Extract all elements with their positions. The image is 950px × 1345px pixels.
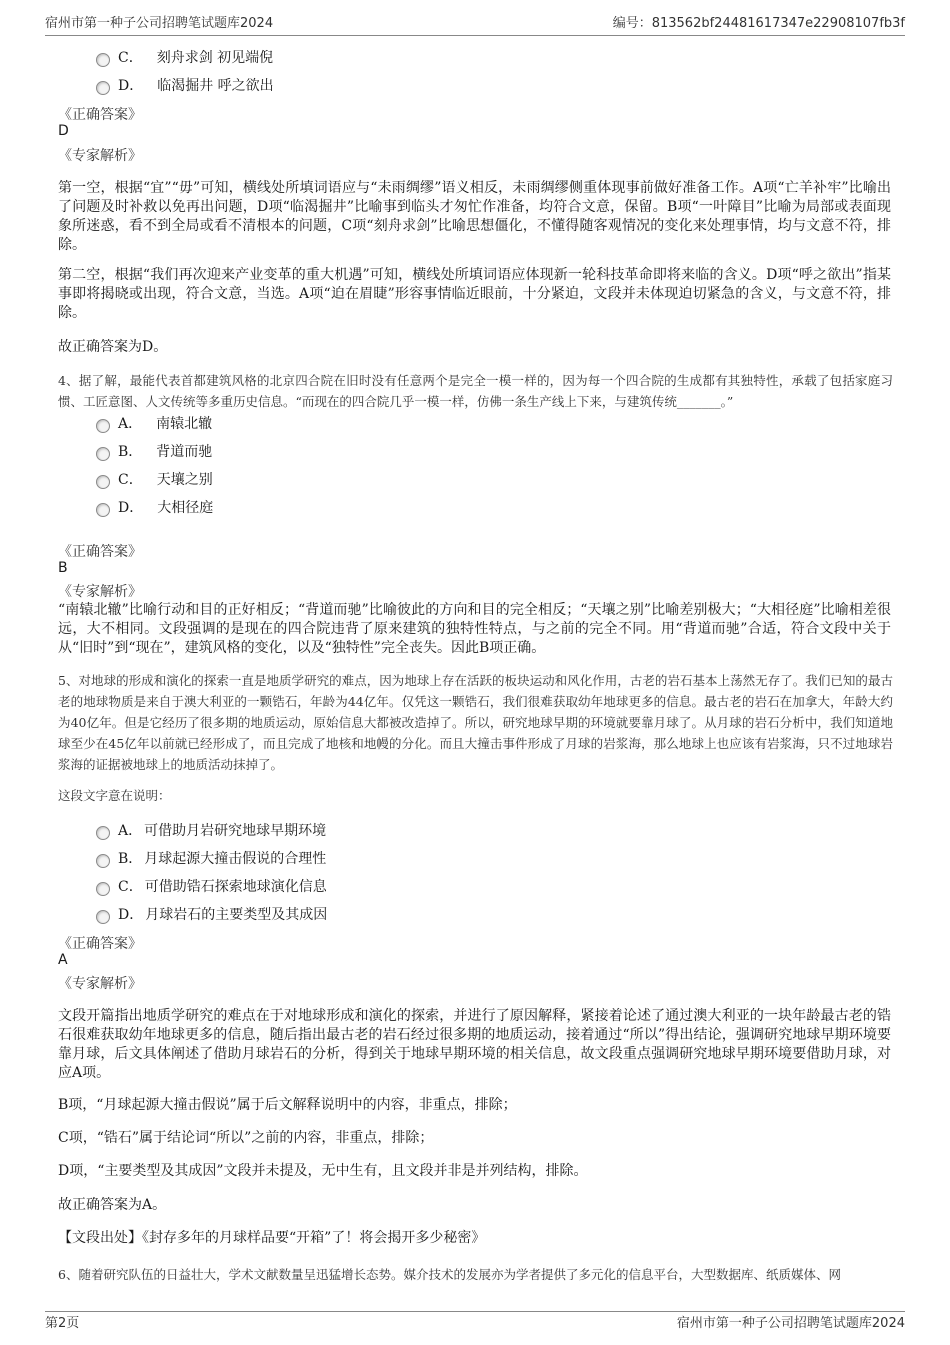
q3-answer: D (58, 123, 69, 139)
q3-answer-label: 《正确答案》 (58, 107, 142, 123)
option-text: 刻舟求剑 初见端倪 (156, 50, 274, 66)
q5-analysis-p5: 故正确答案为A。 (58, 1197, 167, 1213)
q5-answer-label: 《正确答案》 (58, 936, 142, 952)
q5-option-c[interactable] (96, 875, 327, 897)
q4-analysis: “南辕北辙”比喻行动和目的正好相反；“背道而驰”比喻彼此的方向和目的完全相反；“天壤之别”比喻差别极大；“大相径庭”比喻相差很远，大不相同。文段强调的是现在的四合院违背了原来建筑的独特性特点，与之前的完全不同。用“背道而驰”合适，符合文段中关于从“旧时”到“现在”，建筑风格的变化，以及“独特性”完全丧失。因此B项正确。 (58, 602, 891, 656)
option-text: 月球起源大撞击假说的合理性 (144, 851, 327, 867)
q3-option-c[interactable] (96, 46, 273, 68)
option-text: 月球岩石的主要类型及其成因 (145, 907, 328, 923)
q4-stem: 4、据了解，最能代表首都建筑风格的北京四合院在旧时没有任意两个是完全一模一样的，因为每一个四合院的生成都有其独特性，承载了包括家庭习惯、工匠意图、人文传统等多重历史信息。“而现在的四合院几乎一模一样，仿佛一条生产线上下来，与建筑传统_______。” (58, 373, 893, 409)
option-text: 可借助锆石探索地球演化信息 (144, 879, 327, 895)
q5-stem: 5、对地球的形成和演化的探索一直是地质学研究的难点，因为地球上存在活跃的板块运动和风化作用，古老的岩石基本上荡然无存了。我们已知的最古老的地球物质是来自于澳大利亚的一颗锆石，年龄为44亿年。仅凭这一颗锆石，我们很难获取幼年地球更多的信息。最古老的岩石在加拿大，年龄大约为40亿年。但是它经历了很多期的地质运动，原始信息大都被改造掉了。所以，研究地球早期的环境就要靠月球了。从月球的岩石分析中，我们知道地球至少在45亿年以前就已经形成了，而且完成了地核和地幔的分化。而且大撞击事件形成了月球的岩浆海，那么地球上也应该有岩浆海，只不过地球岩浆海的证据被地球上的地质活动抹掉了。 (58, 673, 893, 772)
q5-option-d[interactable] (96, 903, 327, 925)
footer-title: 宿州市第一种子公司招聘笔试题库2024 (676, 1316, 905, 1331)
radio-icon[interactable] (96, 826, 110, 840)
option-text: 可借助月岩研究地球早期环境 (144, 823, 327, 839)
radio-icon[interactable] (96, 447, 110, 461)
q5-prompt: 这段文字意在说明： (58, 788, 171, 803)
radio-icon[interactable] (96, 419, 110, 433)
q4-answer-label: 《正确答案》 (58, 544, 142, 560)
q4-analysis-label: 《专家解析》 (58, 584, 142, 600)
q5-analysis-p4: D项，“主要类型及其成因”文段并未提及，无中生有，且文段并非是并列结构，排除。 (58, 1163, 588, 1179)
option-text: 天壤之别 (156, 472, 213, 488)
option-text: 南辕北辙 (156, 416, 213, 432)
radio-icon[interactable] (96, 910, 110, 924)
page-footer (45, 1312, 905, 1334)
option-text: 临渴掘井 呼之欲出 (157, 78, 274, 94)
option-key: C． (118, 879, 143, 895)
q5-analysis-label: 《专家解析》 (58, 976, 142, 992)
q4-option-a[interactable] (96, 412, 212, 434)
option-key: D． (118, 78, 144, 94)
q3-analysis-p3: 故正确答案为D。 (58, 339, 168, 355)
q4-answer: B (58, 560, 68, 576)
header-title: 宿州市第一种子公司招聘笔试题库2024 (45, 16, 274, 31)
radio-icon[interactable] (96, 882, 110, 896)
option-key: C． (118, 472, 143, 488)
option-key: A． (118, 823, 143, 839)
radio-icon[interactable] (96, 503, 110, 517)
option-key: A． (118, 416, 143, 432)
q4-option-d[interactable] (96, 496, 213, 518)
page-header (45, 12, 905, 34)
option-key: D． (118, 500, 144, 516)
option-key: B． (118, 851, 143, 867)
option-text: 背道而驰 (156, 444, 213, 460)
q5-analysis-p3: C项，“锆石”属于结论词“所以”之前的内容，非重点，排除； (58, 1130, 434, 1146)
q3-analysis-p1: 第一空，根据“宜”“毋”可知，横线处所填词语应与“未雨绸缪”语义相反，未雨绸缪侧重体现事前做好准备工作。A项“亡羊补牢”比喻出了问题及时补救以免再出问题，D项“临渴掘井”比喻事到临头才匆忙作准备，均符合文意，保留。B项“一叶障目”比喻为局部或表面现象所迷惑，看不到全局或看不清根本的问题，C项“刻舟求剑”比喻思想僵化，不懂得随客观情况的变化来处理事情，均与文意不符，排除。 (58, 180, 891, 253)
q5-option-b[interactable] (96, 847, 326, 869)
option-key: B． (118, 444, 143, 460)
radio-icon[interactable] (96, 53, 110, 67)
q4-option-c[interactable] (96, 468, 213, 490)
option-key: D． (118, 907, 144, 923)
radio-icon[interactable] (96, 475, 110, 489)
header-code: 编号：813562bf24481617347e22908107fb3f (612, 16, 905, 31)
radio-icon[interactable] (96, 854, 110, 868)
radio-icon[interactable] (96, 81, 110, 95)
q5-source: 【文段出处】《封存多年的月球样品要“开箱”了！将会揭开多少秘密》 (58, 1230, 486, 1246)
q5-analysis-p2: B项，“月球起源大撞击假说”属于后文解释说明中的内容，非重点，排除； (58, 1097, 517, 1113)
q3-analysis-label: 《专家解析》 (58, 148, 142, 164)
footer-page-number: 第2页 (45, 1316, 80, 1331)
q3-option-d[interactable] (96, 74, 274, 96)
q5-option-a[interactable] (96, 819, 326, 841)
q3-analysis-p2: 第二空，根据“我们再次迎来产业变革的重大机遇”可知，横线处所填词语应体现新一轮科技革命即将来临的含义。D项“呼之欲出”指某事即将揭晓或出现，符合文意，当选。A项“迫在眉睫”形容事情临近眼前，十分紧迫，文段并未体现迫切紧急的含义，与文意不符，排除。 (58, 267, 891, 321)
q5-answer: A (58, 952, 68, 968)
q4-option-b[interactable] (96, 440, 212, 462)
option-key: C． (118, 50, 143, 66)
q6-stem: 6、随着研究队伍的日益壮大，学术文献数量呈迅猛增长态势。媒介技术的发展亦为学者提供了多元化的信息平台，大型数据库、纸质媒体、网 (58, 1267, 841, 1282)
header-rule (45, 35, 905, 36)
q5-analysis-p1: 文段开篇指出地质学研究的难点在于对地球形成和演化的探索，并进行了原因解释，紧接着论述了通过澳大利亚的一块年龄最古老的锆石很难获取幼年地球更多的信息，随后指出最古老的岩石经过很多期的地质运动，接着通过“所以”得出结论，强调研究地球早期环境要靠月球，后文具体阐述了借助月球岩石的分析，得到关于地球早期环境的相关信息，故文段重点强调研究地球早期环境要借助月球，对应A项。 (58, 1008, 891, 1081)
option-text: 大相径庭 (157, 500, 214, 516)
